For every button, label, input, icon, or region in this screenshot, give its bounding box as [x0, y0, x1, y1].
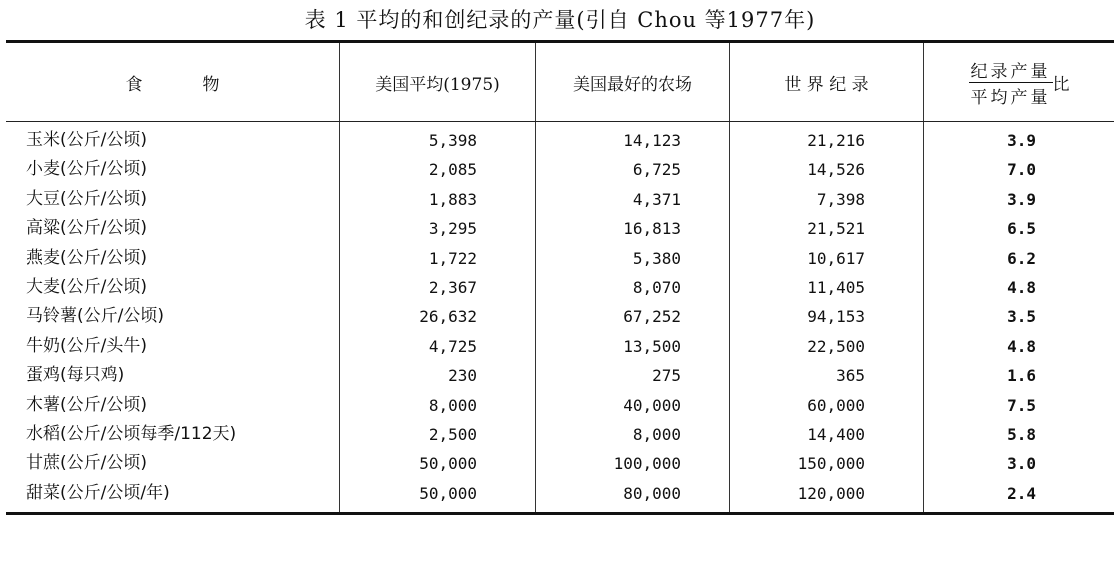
us-average-cell: 2,367 — [428, 277, 477, 297]
world-record-cell: 120,000 — [797, 483, 865, 503]
ratio-cell: 7.0 — [1007, 160, 1036, 180]
column-us-best-farm — [536, 122, 730, 512]
header-food — [6, 43, 340, 121]
table-title: 表 1 平均的和创纪录的产量(引自 Chou 等1977年) — [304, 8, 816, 32]
ratio-cell: 6.2 — [1007, 248, 1036, 268]
us-average-cell: 230 — [448, 366, 477, 386]
column-food — [6, 122, 340, 512]
ratio-cell: 1.6 — [1007, 366, 1036, 386]
world-record-cell: 150,000 — [797, 454, 865, 474]
header-world-record — [730, 43, 924, 121]
ratio-denominator: 平均产量 — [970, 87, 1051, 108]
ratio-numerator: 纪录产量 — [969, 57, 1053, 83]
world-record-cell: 22,500 — [807, 336, 865, 356]
world-record-cell: 14,400 — [807, 424, 865, 444]
food-cell: 高粱(公斤/公顷) — [26, 218, 147, 239]
header-world-record-label: 世 界 纪 录 — [784, 74, 869, 95]
us-best-farm-cell: 16,813 — [623, 219, 681, 239]
ratio-cell: 3.5 — [1007, 307, 1036, 327]
us-best-farm-cell: 80,000 — [623, 483, 681, 503]
us-best-farm-cell: 67,252 — [623, 307, 681, 327]
us-average-cell: 8,000 — [428, 395, 477, 415]
us-average-cell: 5,398 — [428, 131, 477, 150]
header-us-average-label: 美国平均(1975) — [375, 74, 500, 95]
us-best-farm-cell: 8,000 — [632, 424, 681, 444]
food-cell: 牛奶(公斤/头牛) — [26, 335, 147, 356]
us-average-cell: 26,632 — [419, 307, 477, 327]
world-record-cell: 94,153 — [807, 307, 865, 327]
world-record-cell: 11,405 — [807, 277, 865, 297]
table-header-row — [6, 43, 1114, 122]
ratio-cell: 3.0 — [1007, 454, 1036, 474]
us-best-farm-cell: 100,000 — [613, 454, 681, 474]
food-cell: 蛋鸡(每只鸡) — [26, 365, 125, 386]
us-best-farm-cell: 275 — [652, 366, 681, 386]
header-us-average — [340, 43, 536, 121]
us-average-cell: 1,722 — [428, 248, 477, 268]
us-best-farm-cell: 13,500 — [623, 336, 681, 356]
us-average-cell: 2,085 — [428, 160, 477, 180]
yield-table — [6, 40, 1114, 515]
us-average-cell: 4,725 — [428, 336, 477, 356]
world-record-cell: 60,000 — [807, 395, 865, 415]
header-us-best-farm — [536, 43, 730, 121]
world-record-cell: 10,617 — [807, 248, 865, 268]
ratio-cell: 4.8 — [1007, 336, 1036, 356]
ratio-cell: 4.8 — [1007, 277, 1036, 297]
us-best-farm-cell: 5,380 — [632, 248, 681, 268]
us-best-farm-cell: 4,371 — [632, 189, 681, 209]
us-best-farm-cell: 8,070 — [632, 277, 681, 297]
ratio-cell: 5.8 — [1007, 424, 1036, 444]
world-record-cell: 21,216 — [807, 131, 865, 150]
world-record-cell: 7,398 — [816, 189, 865, 209]
us-best-farm-cell: 14,123 — [623, 131, 681, 150]
us-average-cell: 2,500 — [428, 424, 477, 444]
ratio-cell: 7.5 — [1007, 395, 1036, 415]
food-cell: 小麦(公斤/公顷) — [26, 159, 147, 180]
header-food-label: 食物 — [125, 74, 280, 95]
food-cell: 水稻(公斤/公顷每季/112天) — [26, 423, 237, 444]
table-body — [6, 122, 1114, 512]
food-cell: 燕麦(公斤/公顷) — [26, 247, 147, 268]
us-average-cell: 3,295 — [428, 219, 477, 239]
ratio-suffix: 比 — [1052, 74, 1070, 95]
header-ratio — [924, 43, 1114, 121]
food-cell: 甘蔗(公斤/公顷) — [26, 453, 147, 474]
world-record-cell: 14,526 — [807, 160, 865, 180]
us-best-farm-cell: 40,000 — [623, 395, 681, 415]
food-cell: 玉米(公斤/公顷) — [26, 130, 147, 150]
column-ratio — [924, 122, 1114, 512]
column-world-record — [730, 122, 924, 512]
ratio-cell: 6.5 — [1007, 219, 1036, 239]
food-cell: 马铃薯(公斤/公顷) — [26, 306, 164, 327]
food-cell: 甜菜(公斤/公顷/年) — [26, 482, 170, 503]
food-cell: 大豆(公斤/公顷) — [26, 188, 147, 209]
us-average-cell: 50,000 — [419, 483, 477, 503]
header-us-best-farm-label: 美国最好的农场 — [573, 74, 692, 95]
ratio-cell: 3.9 — [1007, 189, 1036, 209]
column-us-average — [340, 122, 536, 512]
ratio-cell: 3.9 — [1007, 131, 1036, 150]
world-record-cell: 365 — [836, 366, 865, 386]
us-average-cell: 1,883 — [428, 189, 477, 209]
ratio-fraction — [969, 57, 1053, 108]
food-cell: 大麦(公斤/公顷) — [26, 276, 147, 297]
world-record-cell: 21,521 — [807, 219, 865, 239]
us-best-farm-cell: 6,725 — [632, 160, 681, 180]
bottom-rule — [6, 512, 1114, 515]
food-cell: 木薯(公斤/公顷) — [26, 394, 147, 415]
ratio-cell: 2.4 — [1007, 483, 1036, 503]
us-average-cell: 50,000 — [419, 454, 477, 474]
